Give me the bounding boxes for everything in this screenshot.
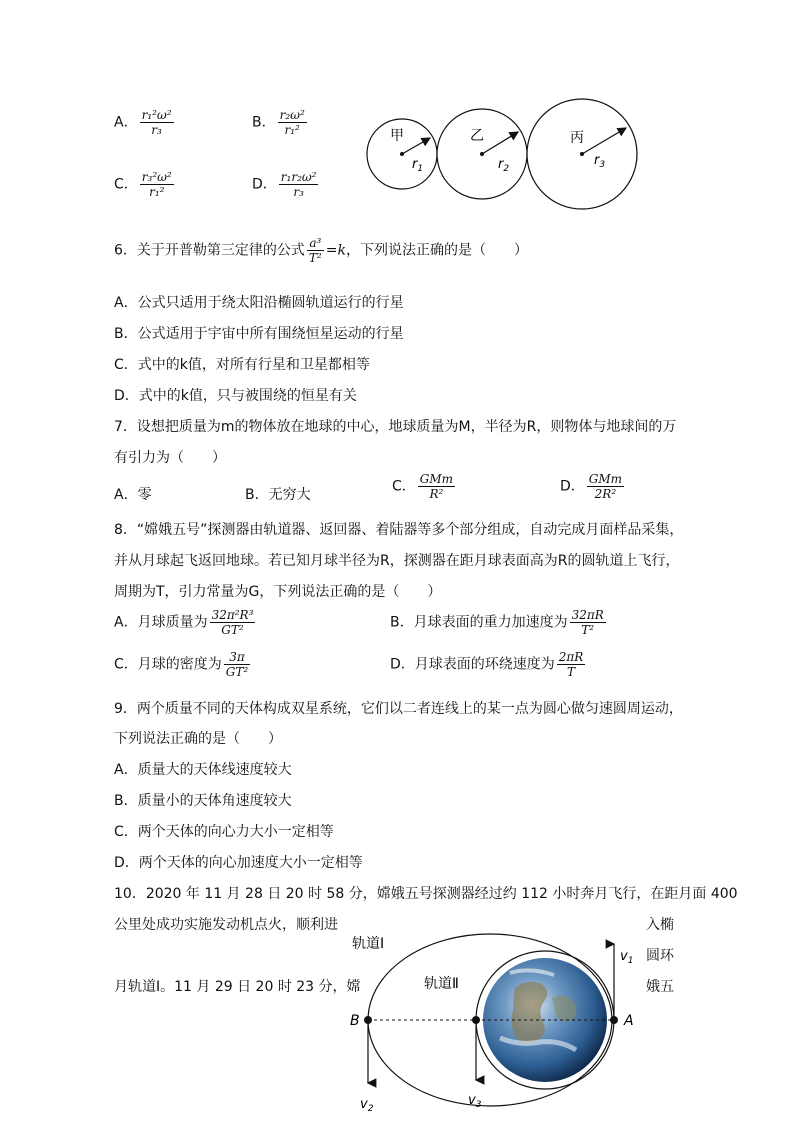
q8-stem-line2: 并从月球起飞返回地球。若已知月球半径为R，探测器在距月球表面高为R的圆轨道上飞行， (114, 553, 680, 569)
q7-option-b: B．无穷大 (245, 487, 311, 503)
q6-option-a: A．公式只适用于绕太阳沿椭圆轨道运行的行星 (114, 295, 404, 311)
point-a-label: A (624, 1013, 634, 1029)
q5-option-b: B． $\frac{\text{r₂ω²}}{\text{r₁²}}$ (252, 108, 305, 137)
q7-stem-line2: 有引力为（ ） (114, 450, 226, 466)
q5-wheels-figure (360, 92, 640, 214)
q8-stem-line3: 周期为T，引力常量为G，下列说法正确的是（ ） (114, 584, 442, 600)
q5-option-d: D． $\frac{\text{r₁r₂ω²}}{\text{r₃}}$ (252, 170, 317, 199)
q8-option-c: C．月球的密度为 $\frac{3\pi}{\text{GT²}}$ (114, 650, 249, 679)
q8-option-b: B．月球表面的重力加速度为 $\frac{32\pi R}{\text{T²}}$ (390, 608, 604, 637)
q10-stem-line4-right: 娥五 (646, 979, 674, 995)
orbit-2-label: 轨道Ⅱ (424, 976, 459, 992)
q5-option-c: C． $\frac{\text{r₃²ω²}}{\text{r₁²}}$ (114, 170, 172, 199)
wheel-yi-label: 乙 (470, 128, 484, 144)
orbit-1-label: 轨道Ⅰ (352, 936, 385, 952)
q7-stem-line1: 7．设想把质量为m的物体放在地球的中心，地球质量为M，半径为R，则物体与地球间的万 (114, 419, 677, 435)
q5-b-fraction: $\frac{\text{r₂ω²}}{\text{r₁²}}$ (279, 108, 305, 137)
q10-stem-line2-left: 公里处成功实施发动机点火，顺利进 (114, 917, 338, 933)
q8-option-a: A．月球质量为 $\frac{\text{32π²R³}}{\text{GT²}}$ (114, 608, 254, 637)
q6-option-d: D．式中的k值，只与被围绕的恒星有关 (114, 388, 357, 404)
q10-stem-line4-left: 月轨道Ⅰ。11 月 29 日 20 时 23 分，嫦 (114, 979, 361, 995)
v1-label: $v_1$ (620, 949, 634, 966)
q5-d-fraction: $\frac{\text{r₁r₂ω²}}{\text{r₃}}$ (280, 170, 317, 199)
q5-c-fraction: $\frac{\text{r₃²ω²}}{\text{r₁²}}$ (141, 170, 172, 199)
svg-text:r3: $r_3$ (594, 153, 606, 170)
v2-label: $v_2$ (360, 1097, 374, 1114)
q5-a-fraction: $\frac{\text{r₁²ω²}}{\text{r₃}}$ (141, 108, 172, 137)
q9-option-a: A．质量大的天体线速度较大 (114, 762, 292, 778)
svg-text:r2: $r_2$ (498, 157, 510, 174)
q7-option-c: C． $\frac{\text{GMm}}{\text{R²}}$ (392, 472, 454, 501)
q6-option-b: B．公式适用于宇宙中所有围绕恒星运动的行星 (114, 326, 404, 342)
v3-label: $v_3$ (468, 1093, 482, 1110)
q10-stem-line3-right: 圆环 (646, 948, 674, 964)
q9-stem-line2: 下列说法正确的是（ ） (114, 731, 282, 747)
q8-stem-line1: 8．“嫦娥五号”探测器由轨道器、返回器、着陆器等多个部分组成，自动完成月面样品采集， (114, 522, 684, 538)
q9-option-c: C．两个天体的向心力大小一定相等 (114, 824, 334, 840)
q6-option-c: C．式中的k值，对所有行星和卫星都相等 (114, 357, 370, 373)
wheel-jia-label: 甲 (390, 128, 404, 144)
point-b-label: B (350, 1013, 360, 1029)
svg-text:r1: $r_1$ (412, 157, 424, 174)
q10-orbit-figure (340, 928, 640, 1123)
q9-option-d: D．两个天体的向心加速度大小一定相等 (114, 855, 363, 871)
q7-option-d: D． $\frac{\text{GMm}}{\text{2R²}}$ (560, 472, 623, 501)
q9-stem-line1: 9．两个质量不同的天体构成双星系统，它们以二者连线上的某一点为圆心做匀速圆周运动， (114, 701, 683, 717)
q9-option-b: B．质量小的天体角速度较大 (114, 793, 292, 809)
q6-formula: $\frac{\text{a³}}{\text{T²}}$ (308, 236, 322, 265)
q7-option-a: A．零 (114, 487, 152, 503)
q10-stem-line1: 10．2020 年 11 月 28 日 20 时 58 分，嫦娥五号探测器经过约 112 小时奔月飞行，在距月面 400 (114, 886, 738, 902)
q8-option-d: D．月球表面的环绕速度为 $\frac{2\pi R}{T}$ (390, 650, 584, 679)
q10-stem-line2-right: 入椭 (646, 917, 674, 933)
wheel-bing-label: 丙 (570, 130, 584, 146)
q6-stem: 6．关于开普勒第三定律的公式 $\frac{\text{a³}}{\text{T²}}$ =k，下列说法正确的是（ ） (114, 236, 528, 265)
q5-option-a: A． $\frac{\text{r₁²ω²}}{\text{r₃}}$ (114, 108, 172, 137)
